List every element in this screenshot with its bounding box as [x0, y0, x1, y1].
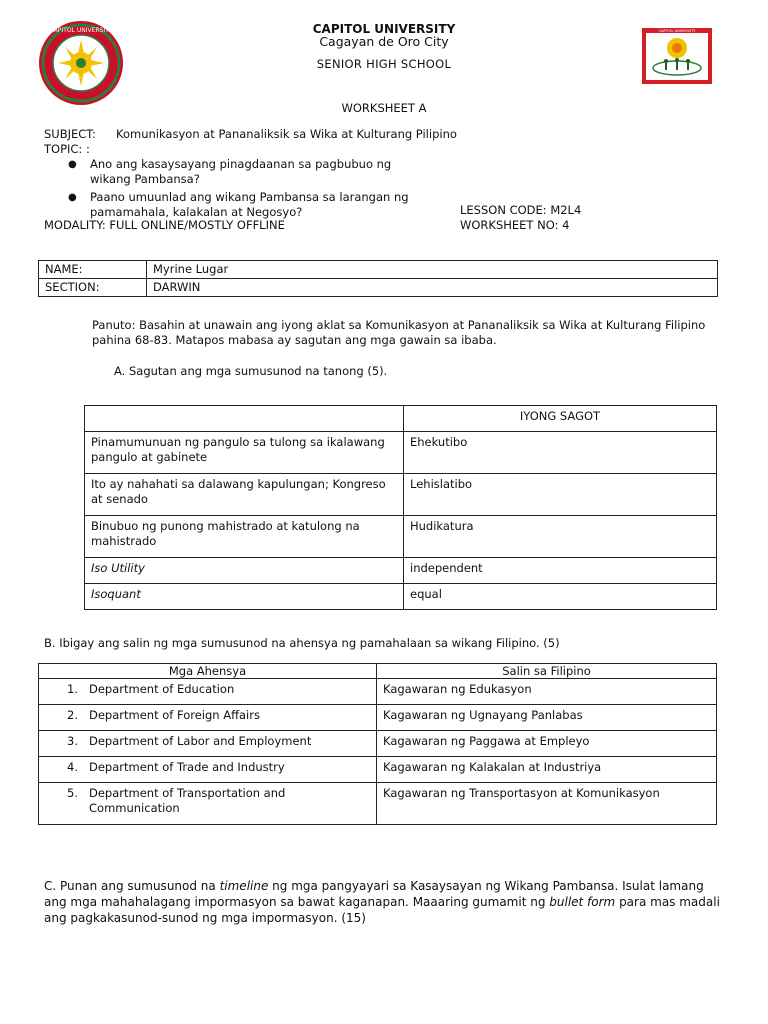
topic-item: ● Ano ang kasaysayang pinagdaanan sa pagbubuo ng wikang Pambansa? [66, 157, 426, 187]
worksheet-number: WORKSHEET NO: 4 [460, 218, 570, 232]
worksheet-title: WORKSHEET A [341, 101, 427, 115]
agency-number: 4. [67, 760, 78, 774]
agency-name: Department of Transportation and Communication [89, 786, 286, 815]
agency-translation: Kagawaran ng Edukasyon [377, 679, 717, 705]
lesson-code: LESSON CODE: M2L4 [460, 203, 582, 217]
part-a-answer: Ehekutibo [404, 432, 717, 474]
agency-number: 5. [67, 786, 78, 800]
part-a-answer: Hudikatura [404, 516, 717, 558]
topic-label: TOPIC: : [44, 142, 90, 156]
agency-number: 3. [67, 734, 78, 748]
part-b-col-translation: Salin sa Filipino [377, 664, 717, 679]
agency-number: 2. [67, 708, 78, 722]
part-a-question: Pinamumunuan ng pangulo sa tulong sa ikalawang pangulo at gabinete [85, 432, 404, 474]
part-a-question: Ito ay nahahati sa dalawang kapulungan; Kongreso at senado [85, 474, 404, 516]
part-b-table [38, 663, 717, 825]
part-a-answer: equal [404, 584, 717, 610]
part-c-text: C. Punan ang sumusunod na [44, 879, 220, 893]
university-name: CAPITOL UNIVERSITY [312, 22, 456, 36]
part-a-table [84, 405, 717, 610]
agency-translation: Kagawaran ng Transportasyon at Komunikasyon [377, 783, 717, 825]
part-c-instructions [44, 878, 724, 926]
part-a-header-blank [85, 406, 404, 432]
shs-department-logo [642, 28, 712, 84]
svg-text:CAPITOL UNIVERSITY: CAPITOL UNIVERSITY [49, 27, 113, 34]
part-b-title: B. Ibigay ang salin ng mga sumusunod na ahensya ng pamahalaan sa wikang Filipino. (5) [44, 636, 560, 650]
agency-name: Department of Trade and Industry [89, 760, 285, 774]
section-value: DARWIN [147, 279, 718, 297]
modality: MODALITY: FULL ONLINE/MOSTLY OFFLINE [44, 218, 285, 232]
part-a-question: Iso Utility [85, 558, 404, 584]
agency-translation: Kagawaran ng Kalakalan at Industriya [377, 757, 717, 783]
capitol-university-seal-logo [38, 20, 124, 106]
student-info-table [38, 260, 718, 297]
part-a-answer: independent [404, 558, 717, 584]
part-c-bullet-term: bullet form [549, 895, 616, 909]
section-label: SECTION: [39, 279, 147, 297]
agency-translation: Kagawaran ng Ugnayang Panlabas [377, 705, 717, 731]
topic-list [66, 157, 426, 223]
svg-text:CAPITOL UNIVERSITY: CAPITOL UNIVERSITY [658, 29, 696, 33]
instructions: Panuto: Basahin at unawain ang iyong aklat sa Komunikasyon at Pananaliksik sa Wika at Kulturang Filipino pahina 68-83. Matapos mabasa ay sagutan ang mga gawain sa ibaba. [92, 318, 706, 347]
subject-label: SUBJECT: [44, 127, 96, 141]
part-c-text: para mas madali ang pagkakasunod-sunod ng mga impormasyon. (15) [44, 895, 720, 925]
school-name: SENIOR HIGH SCHOOL [316, 57, 452, 71]
agency-name: Department of Foreign Affairs [89, 708, 260, 722]
part-a-title: A. Sagutan ang mga sumusunod na tanong (5). [114, 364, 388, 378]
agency-name: Department of Labor and Employment [89, 734, 312, 748]
part-c-timeline-term: timeline [219, 879, 269, 893]
agency-translation: Kagawaran ng Paggawa at Empleyo [377, 731, 717, 757]
part-b-col-agency: Mga Ahensya [39, 664, 377, 679]
part-a-question: Isoquant [85, 584, 404, 610]
name-value: Myrine Lugar [147, 261, 718, 279]
part-a-question: Binubuo ng punong mahistrado at katulong na mahistrado [85, 516, 404, 558]
topic-item: ● Paano umuunlad ang wikang Pambansa sa larangan ng pamamahala, kalakalan at Negosyo? [66, 190, 426, 220]
part-a-answer: Lehislatibo [404, 474, 717, 516]
agency-number: 1. [67, 682, 78, 696]
agency-name: Department of Education [89, 682, 235, 696]
name-label: NAME: [39, 261, 147, 279]
subject-value: Komunikasyon at Pananaliksik sa Wika at Kulturang Pilipino [116, 127, 457, 141]
part-a-header-answer: IYONG SAGOT [404, 406, 717, 432]
university-city: Cagayan de Oro City [319, 34, 449, 49]
part-c-text: ng mga pangyayari sa Kasaysayan ng Wikang Pambansa. Isulat lamang ang mga mahahalagang impormasyon sa bawat kaganapan. Maaaring gumamit ng [44, 879, 704, 909]
